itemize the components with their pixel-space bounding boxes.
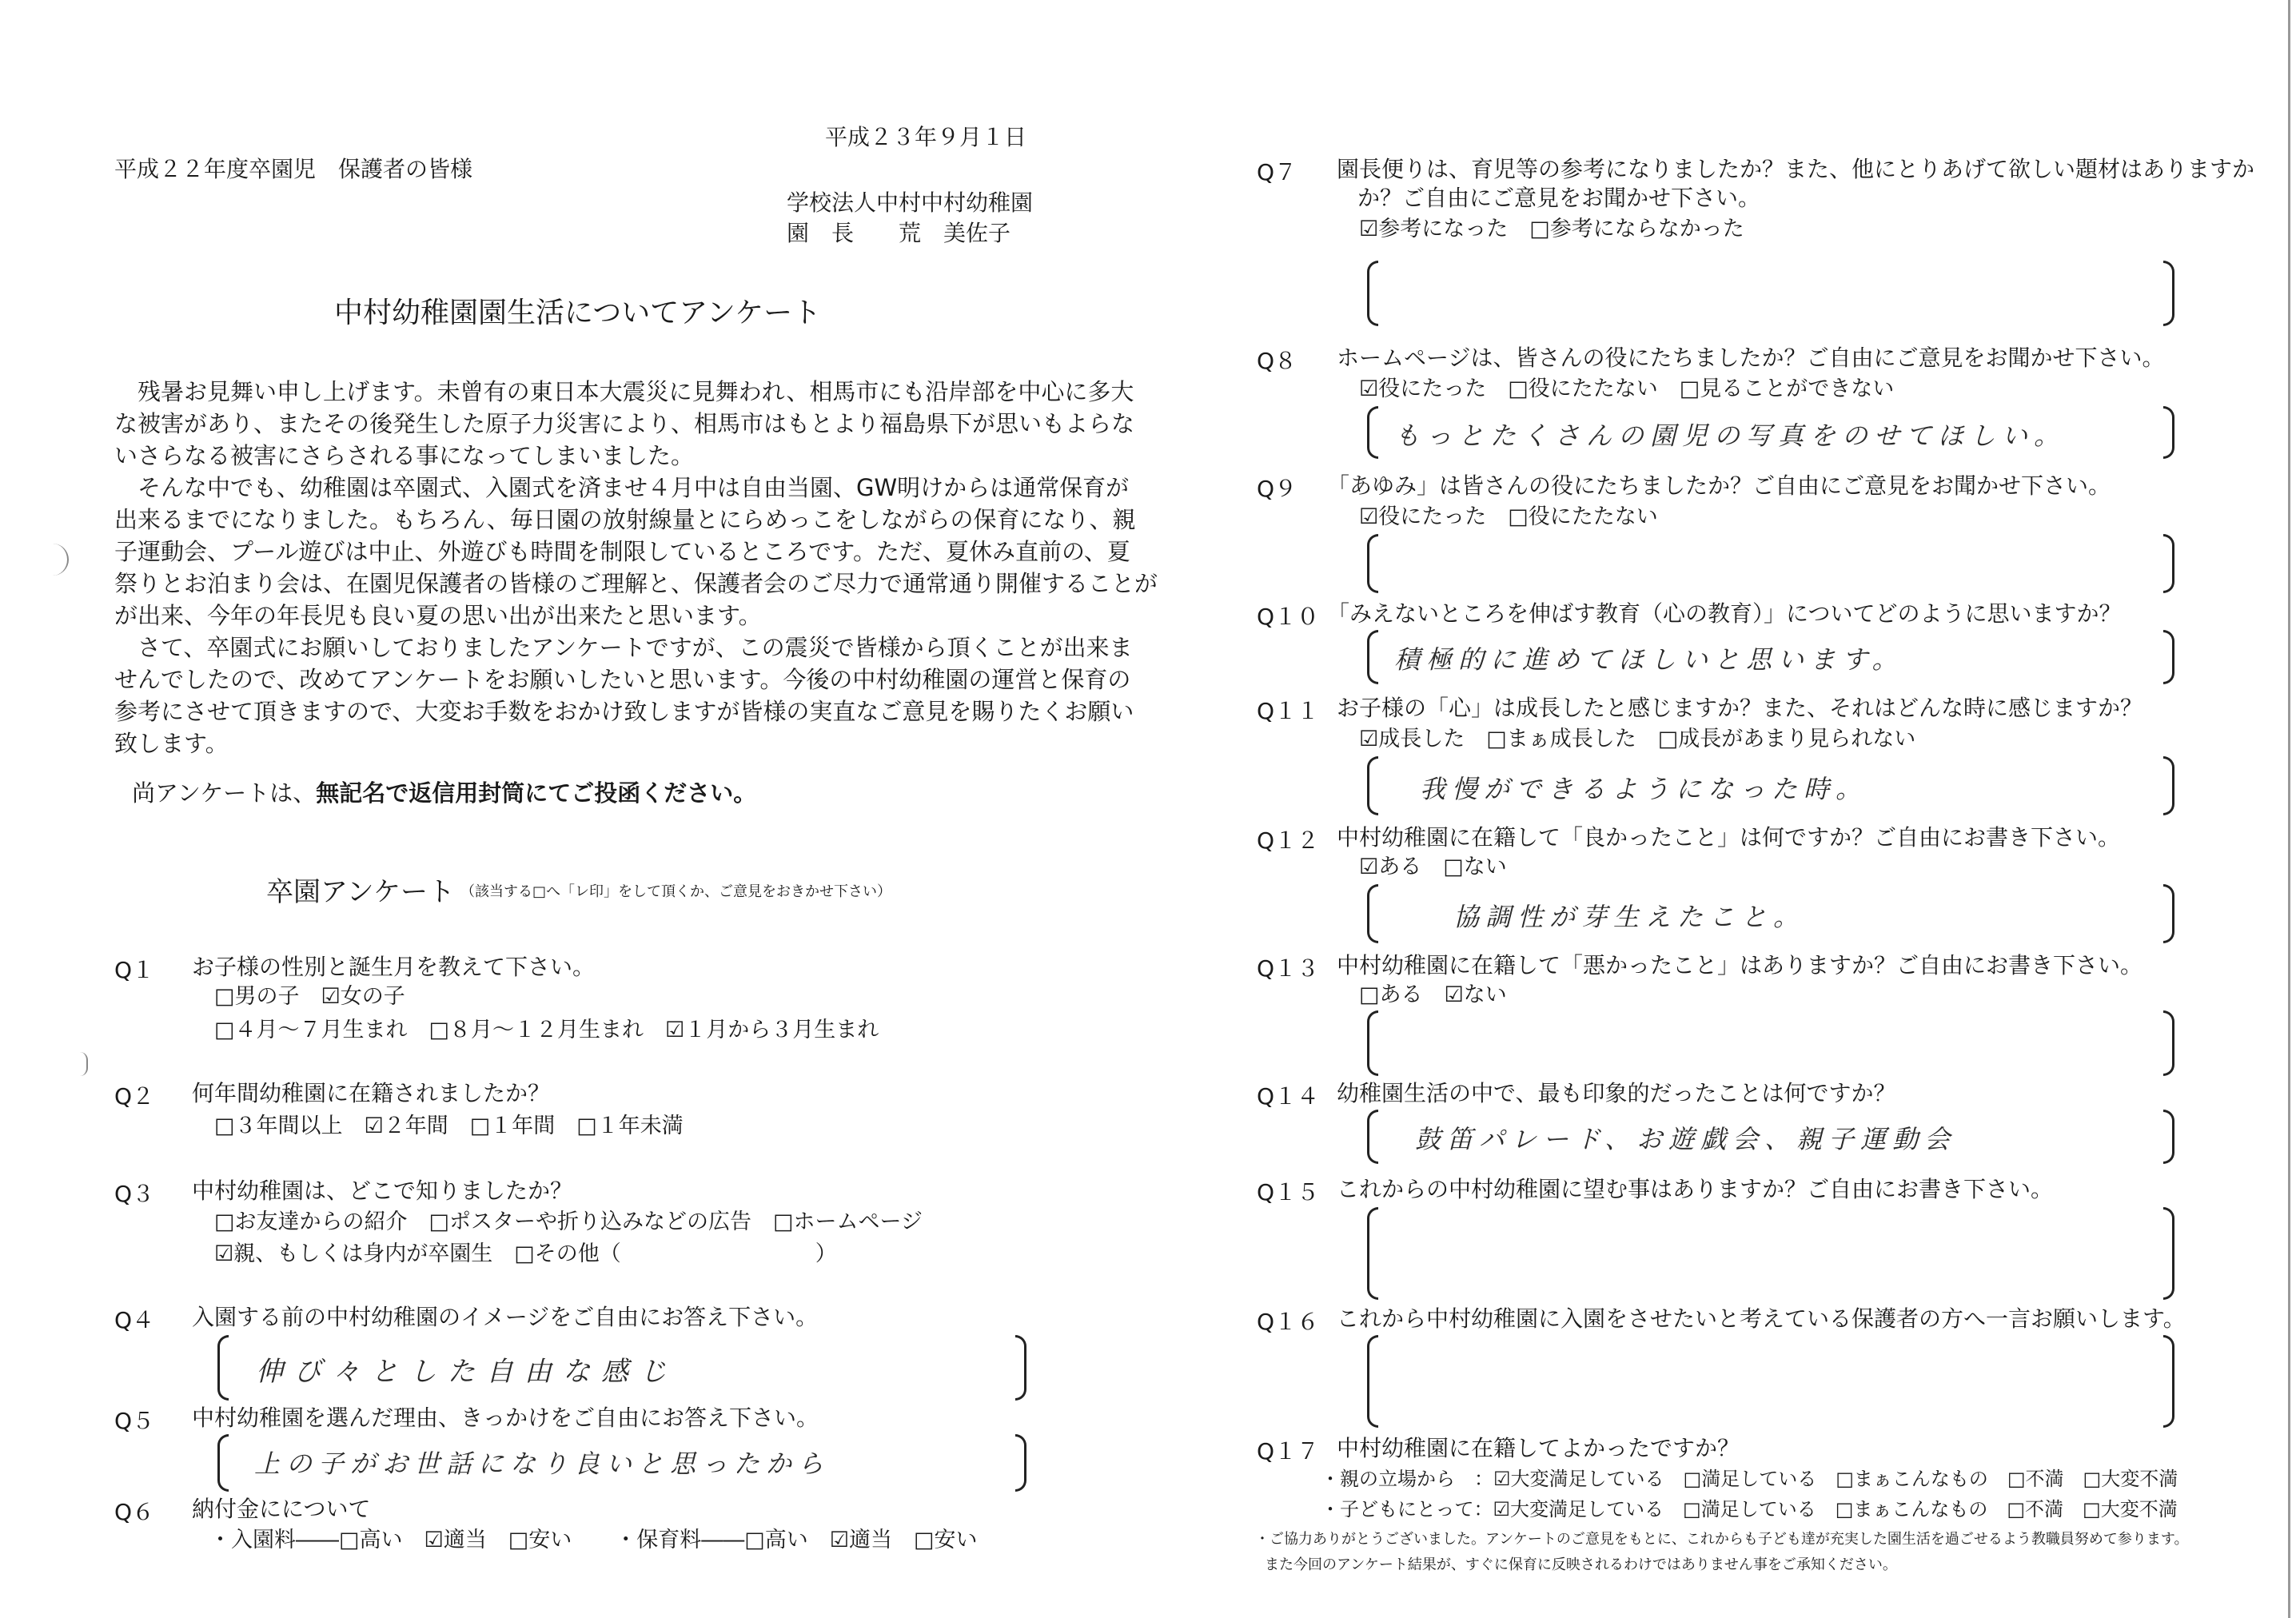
q12-bracket-right xyxy=(2163,884,2174,943)
scan-edge-line xyxy=(2288,0,2290,1618)
footer-note: また今回のアンケート結果が、すぐに保育に反映されるわけではありません事をご承知ください。 xyxy=(1265,1556,1897,1573)
q14-bracket-right xyxy=(2163,1110,2174,1164)
q16-text: これから中村幼稚園に入園をさせたいと考えている保護者の方へ一言お願いします。 xyxy=(1337,1305,2186,1332)
q14-number: Q１４ xyxy=(1257,1083,1320,1110)
q10-bracket-right xyxy=(2163,630,2174,684)
q5-bracket-right xyxy=(1015,1434,1026,1492)
q11-answer[interactable]: 我慢ができるようになった時。 xyxy=(1420,774,1868,804)
q11-options[interactable]: ☑成長した □まぁ成長した □成長があまり見られない xyxy=(1359,727,1916,751)
q9-bracket-right xyxy=(2163,534,2174,593)
school-name: 学校法人中村中村幼稚園 xyxy=(787,189,1034,216)
q7-text-line1: 園長便りは、育児等の参考になりましたか？また、他にとりあげて欲しい題材はありますか xyxy=(1337,156,2255,182)
q4-bracket-left xyxy=(217,1335,229,1401)
intro-line: 祭りとお泊まり会は、在園児保護者の皆様のご理解と、保護者会のご尽力で通常通り開催することが xyxy=(114,570,1158,597)
intro-line: 致します。 xyxy=(114,730,229,757)
q8-answer[interactable]: もっとたくさんの園児の写真をのせてほしい。 xyxy=(1394,420,2067,451)
q13-bracket-left xyxy=(1367,1010,1378,1076)
q12-number: Q１２ xyxy=(1257,827,1320,854)
q3-options-2[interactable]: ☑親、もしくは身内が卒園生 □その他（ ） xyxy=(214,1241,837,1266)
q14-answer[interactable]: 鼓笛パレード、お遊戯会、親子運動会 xyxy=(1415,1124,1957,1154)
q4-text: 入園する前の中村幼稚園のイメージをご自由にお答え下さい。 xyxy=(192,1304,819,1330)
q17-options-parent[interactable]: ・親の立場から ：☑大変満足している □満足している □まぁこんなもの □不満 □大変不満 xyxy=(1321,1468,2178,1490)
intro-line: な被害があり、またその後発生した原子力災害により、相馬市はもとより福島県下が思いもよらな xyxy=(114,410,1135,437)
principal-name: 園 長 荒 美佐子 xyxy=(787,220,1011,246)
q10-bracket-left xyxy=(1367,630,1378,684)
intro-line: 参考にさせて頂きますので、大変お手数をおかけ致しますが皆様の実直なご意見を賜りたくお願い xyxy=(114,698,1134,725)
q3-number: Q３ xyxy=(114,1181,155,1207)
intro-line: 出来るまでになりました。もちろん、毎日園の放射線量とにらめっこをしながらの保育になり、親 xyxy=(114,506,1136,533)
survey-title: 卒園アンケート xyxy=(266,876,455,908)
q2-options[interactable]: □３年間以上 ☑２年間 □１年間 □１年未満 xyxy=(214,1114,684,1138)
q17-text: 中村幼稚園に在籍してよかったですか？ xyxy=(1337,1435,1740,1461)
survey-instruction: （該当する□へ「レ印」をして頂くか、ご意見をおきかせ下さい） xyxy=(460,883,892,900)
q8-options[interactable]: ☑役にたった □役にたたない □見ることができない xyxy=(1359,377,1895,401)
q16-bracket-left xyxy=(1367,1335,1378,1428)
q4-bracket-right xyxy=(1015,1335,1026,1401)
binding-mark xyxy=(80,1052,88,1076)
q12-bracket-left xyxy=(1367,884,1378,943)
q11-bracket-right xyxy=(2163,756,2174,815)
q3-text: 中村幼稚園は、どこで知りましたか？ xyxy=(192,1178,573,1204)
q5-text: 中村幼稚園を選んだ理由、きっかけをご自由にお答え下さい。 xyxy=(192,1405,819,1431)
q2-number: Q２ xyxy=(114,1083,155,1110)
intro-line: 子運動会、プール遊びは中止、外遊びも時間を制限しているところです。ただ、夏休み直前の、夏 xyxy=(114,538,1130,565)
footer-thanks: ・ご協力ありがとうございました。アンケートのご意見をもとに、これからも子ども達が充実した園生活を過ごせるよう教職員努めて参ります。 xyxy=(1255,1531,2189,1548)
q16-number: Q１６ xyxy=(1257,1309,1320,1335)
q17-number: Q１７ xyxy=(1257,1438,1320,1465)
q1-options-birth-month[interactable]: □４月〜７月生まれ □８月〜１２月生まれ ☑１月から３月生まれ xyxy=(214,1018,879,1042)
q8-bracket-right xyxy=(2163,406,2174,459)
addressee: 平成２２年度卒園児 保護者の皆様 xyxy=(114,156,473,182)
q11-bracket-left xyxy=(1367,756,1378,815)
q10-text: 「みえないところを伸ばす教育（心の教育）」についてどのように思いますか？ xyxy=(1327,600,2122,627)
submission-note xyxy=(132,777,756,809)
intro-line: 残暑お見舞い申し上げます。未曾有の東日本大震災に見舞われ、相馬市にも沿岸部を中心に多大 xyxy=(114,378,1134,405)
q13-number: Q１３ xyxy=(1257,955,1320,982)
q6-number: Q６ xyxy=(114,1499,155,1525)
q9-number: Q９ xyxy=(1257,476,1297,502)
q15-number: Q１５ xyxy=(1257,1179,1320,1206)
q14-text: 幼稚園生活の中で、最も印象的だったことは何ですか？ xyxy=(1337,1080,1896,1106)
q1-options-gender[interactable]: □男の子 ☑女の子 xyxy=(214,984,405,1009)
q5-bracket-left xyxy=(217,1434,229,1492)
binding-mark xyxy=(53,544,69,576)
q9-bracket-left xyxy=(1367,534,1378,593)
q15-text: これからの中村幼稚園に望む事はありますか？ご自由にお書き下さい。 xyxy=(1337,1176,2054,1202)
intro-line: いさらなる被害にさらされる事になってしまいました。 xyxy=(114,442,695,469)
q5-number: Q５ xyxy=(114,1408,155,1434)
q7-text-line2: か？ご自由にご意見をお聞かせ下さい。 xyxy=(1357,185,1761,211)
q8-number: Q８ xyxy=(1257,348,1297,374)
intro-line: が出来、今年の年長児も良い夏の思い出が出来たと思います。 xyxy=(114,602,762,629)
q15-bracket-left xyxy=(1367,1207,1378,1300)
q6-options[interactable]: ・入園料――□高い ☑適当 □安い ・保育料――□高い ☑適当 □安い xyxy=(209,1528,978,1552)
q8-bracket-left xyxy=(1367,406,1378,459)
q13-bracket-right xyxy=(2163,1010,2174,1076)
note-prefix: 尚アンケートは、 xyxy=(132,779,317,807)
q7-number: Q７ xyxy=(1257,159,1297,185)
q1-text: お子様の性別と誕生月を教えて下さい。 xyxy=(192,954,596,980)
q13-options[interactable]: □ある ☑ない xyxy=(1359,982,1507,1007)
q10-answer[interactable]: 積極的に進めてほしいと思います。 xyxy=(1394,644,1904,675)
document-date: 平成２３年９月１日 xyxy=(825,124,1027,150)
intro-line: そんな中でも、幼稚園は卒園式、入園式を済ませ４月中は自由当園、GW明けからは通常保育が xyxy=(114,474,1130,501)
q7-options[interactable]: ☑参考になった □参考にならなかった xyxy=(1359,217,1744,241)
q7-bracket-left xyxy=(1367,261,1378,326)
q15-bracket-right xyxy=(2163,1207,2174,1300)
q8-text: ホームページは、皆さんの役にたちましたか？ご自由にご意見をお聞かせ下さい。 xyxy=(1337,345,2165,371)
q7-bracket-right xyxy=(2163,261,2174,326)
q4-number: Q４ xyxy=(114,1307,155,1333)
intro-paragraph xyxy=(114,376,1158,759)
q1-number: Q１ xyxy=(114,957,155,983)
q17-options-child[interactable]: ・子どもにとって：☑大変満足している □満足している □まぁこんなもの □不満 □大変不満 xyxy=(1321,1498,2178,1520)
q12-text: 中村幼稚園に在籍して「良かったこと」は何ですか？ご自由にお書き下さい。 xyxy=(1337,824,2121,851)
q16-bracket-right xyxy=(2163,1335,2174,1428)
intro-line: さて、卒園式にお願いしておりましたアンケートですが、この震災で皆様から頂くことが出来ま xyxy=(114,634,1133,661)
q3-options-1[interactable]: □お友達からの紹介 □ポスターや折り込みなどの広告 □ホームページ xyxy=(214,1210,923,1234)
q14-bracket-left xyxy=(1367,1110,1378,1164)
intro-line: せんでしたので、改めてアンケートをお願いしたいと思います。今後の中村幼稚園の運営と保育の xyxy=(114,666,1131,693)
q9-text: 「あゆみ」は皆さんの役にたちましたか？ご自由にご意見をお聞かせ下さい。 xyxy=(1327,472,2111,499)
q13-text: 中村幼稚園に在籍して「悪かったこと」はありますか？ご自由にお書き下さい。 xyxy=(1337,952,2143,978)
q9-options[interactable]: ☑役にたった □役にたたない xyxy=(1359,504,1658,529)
q5-answer[interactable]: 上の子がお世話になり良いと思ったから xyxy=(254,1449,831,1479)
note-bold: 無記名で返信用封筒にてご投函ください。 xyxy=(316,779,757,807)
q12-answer[interactable]: 協調性が芽生えたこと。 xyxy=(1453,902,1806,932)
q11-text: お子様の「心」は成長したと感じますか？また、それはどんな時に感じますか？ xyxy=(1337,695,2143,721)
q12-options[interactable]: ☑ある □ない xyxy=(1359,855,1507,879)
q2-text: 何年間幼稚園に在籍されましたか？ xyxy=(192,1080,551,1106)
q6-text: 納付金にについて xyxy=(192,1496,371,1522)
q10-number: Q１０ xyxy=(1257,604,1320,630)
q11-number: Q１１ xyxy=(1257,698,1320,724)
page-title: 中村幼稚園園生活についてアンケート xyxy=(334,297,822,329)
q4-answer[interactable]: 伸び々とした自由な感じ xyxy=(256,1356,678,1388)
